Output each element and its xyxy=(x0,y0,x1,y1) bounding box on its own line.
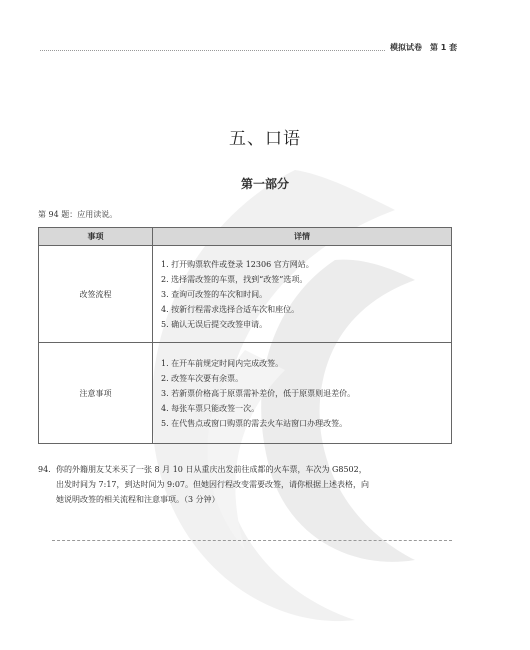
answer-divider xyxy=(52,540,452,541)
table-header-row xyxy=(39,228,452,246)
table-cell-category: 注意事项 xyxy=(39,343,153,444)
table-row xyxy=(39,246,452,343)
table-header-category: 事项 xyxy=(39,228,153,246)
detail-item: 2. 改签车次要有余票。 xyxy=(161,373,244,383)
table-header-details: 详情 xyxy=(153,228,452,246)
question-line: 她说明改签的相关流程和注意事项。（3 分钟） xyxy=(56,495,220,504)
question-line: 出发时间为 7:17，到达时间为 9:07。但她因行程改变需要改签，请你根据上述表格，向 xyxy=(56,480,370,489)
detail-item: 4. 按新行程需求选择合适车次和座位。 xyxy=(161,304,300,314)
table-row xyxy=(39,343,452,444)
detail-item: 5. 确认无误后提交改签申请。 xyxy=(161,319,268,329)
info-table xyxy=(38,227,452,444)
table-cell-category: 改签流程 xyxy=(39,246,153,343)
table-cell-details xyxy=(153,343,452,444)
detail-item: 3. 若新票价格高于原票需补差价，低于原票则退差价。 xyxy=(161,388,356,398)
detail-item: 1. 打开购票软件或登录 12306 官方网站。 xyxy=(161,259,314,269)
header-text: 模拟试卷 第 1 套 xyxy=(390,43,458,52)
header-rule xyxy=(40,50,385,51)
question-line: 你的外籍朋友艾米买了一张 8 月 10 日从重庆出发前往成都的火车票，车次为 G8502， xyxy=(56,465,367,474)
part-title: 第一部分 xyxy=(240,177,289,191)
detail-item: 3. 查询可改签的车次和时间。 xyxy=(161,289,268,299)
detail-item: 5. 在代售点或窗口购票的需去火车站窗口办理改签。 xyxy=(161,418,348,428)
question-body xyxy=(56,462,456,507)
detail-item: 2. 选择需改签的车票，找到“改签”选项。 xyxy=(161,274,308,284)
section-title: 五、口语 xyxy=(229,129,301,149)
detail-item: 1. 在开车前规定时间内完成改签。 xyxy=(161,358,284,368)
question-number: 94. xyxy=(38,465,51,474)
detail-item: 4. 每张车票只能改签一次。 xyxy=(161,403,260,413)
task-label: 第 94 题：应用读说。 xyxy=(38,210,118,219)
table-cell-details xyxy=(153,246,452,343)
